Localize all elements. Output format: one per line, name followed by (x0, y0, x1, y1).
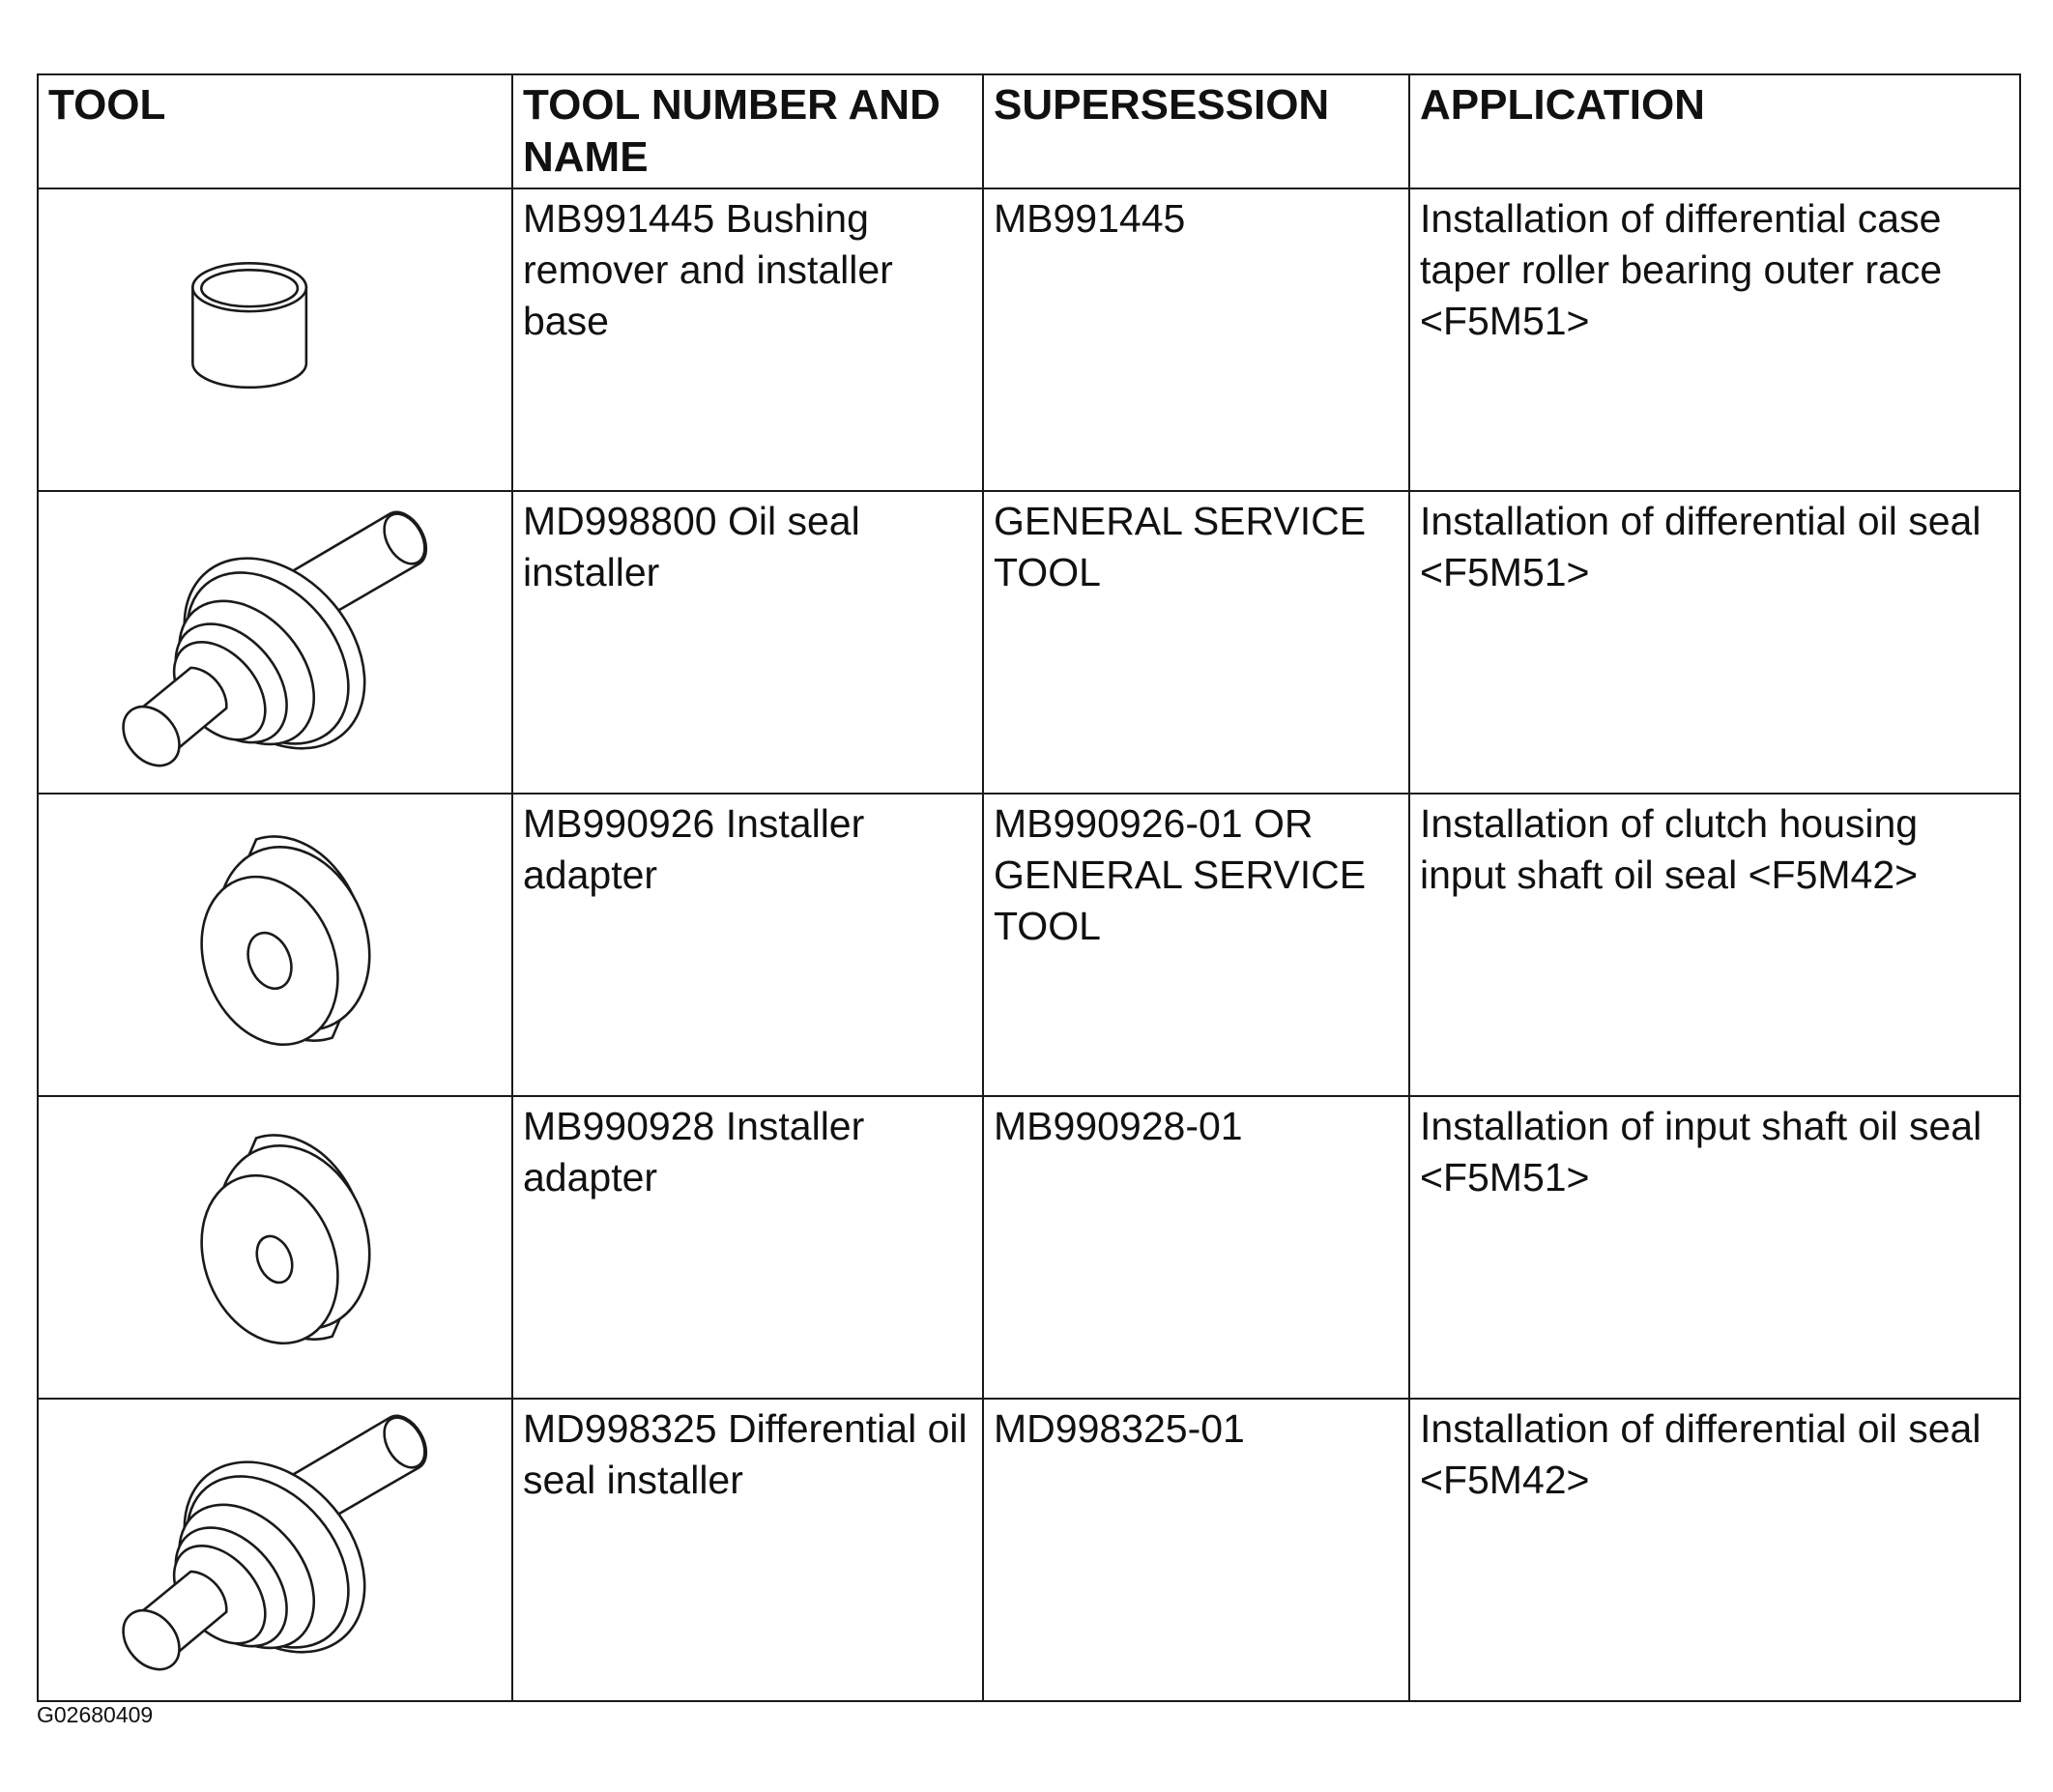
application: Installation of input shaft oil seal <F5M51> (1409, 1096, 2020, 1399)
table-row (38, 491, 2020, 794)
tool-image-cell (38, 1399, 512, 1701)
table-row (38, 794, 2020, 1096)
tool-number-and-name: MD998325 Differential oil seal installer (512, 1399, 983, 1701)
tool-image-cell (38, 491, 512, 794)
installer-adapter-disc-icon (39, 1097, 511, 1398)
header-supersession: SUPERSESSION (983, 74, 1409, 188)
supersession: MD998325-01 (983, 1399, 1409, 1701)
special-tools-table (37, 73, 2021, 1702)
tool-number-and-name: MB990928 Installer adapter (512, 1096, 983, 1399)
supersession: GENERAL SERVICE TOOL (983, 491, 1409, 794)
oil-seal-installer-icon (39, 492, 511, 793)
tool-image-cell (38, 794, 512, 1096)
supersession: MB990928-01 (983, 1096, 1409, 1399)
tool-image-cell (38, 188, 512, 491)
header-tool-number-and-name: TOOL NUMBER AND NAME (512, 74, 983, 188)
table-row (38, 1399, 2020, 1701)
tool-number-and-name: MD998800 Oil seal installer (512, 491, 983, 794)
application: Installation of clutch housing input shaft oil seal <F5M42> (1409, 794, 2020, 1096)
supersession: MB991445 (983, 188, 1409, 491)
bushing-cylinder-icon (39, 189, 511, 490)
header-application: APPLICATION (1409, 74, 2020, 188)
table-row (38, 1096, 2020, 1399)
figure-id: G02680409 (37, 1702, 154, 1727)
tool-number-and-name: MB990926 Installer adapter (512, 794, 983, 1096)
header-tool: TOOL (38, 74, 512, 188)
table-header-row (38, 74, 2020, 188)
application: Installation of differential oil seal <F5M42> (1409, 1399, 2020, 1701)
table-row (38, 188, 2020, 491)
supersession: MB990926-01 OR GENERAL SERVICE TOOL (983, 794, 1409, 1096)
oil-seal-installer-icon (39, 1400, 511, 1700)
tool-image-cell (38, 1096, 512, 1399)
tool-number-and-name: MB991445 Bushing remover and installer base (512, 188, 983, 491)
application: Installation of differential case taper roller bearing outer race <F5M51> (1409, 188, 2020, 491)
application: Installation of differential oil seal <F5M51> (1409, 491, 2020, 794)
installer-adapter-disc-icon (39, 795, 511, 1095)
